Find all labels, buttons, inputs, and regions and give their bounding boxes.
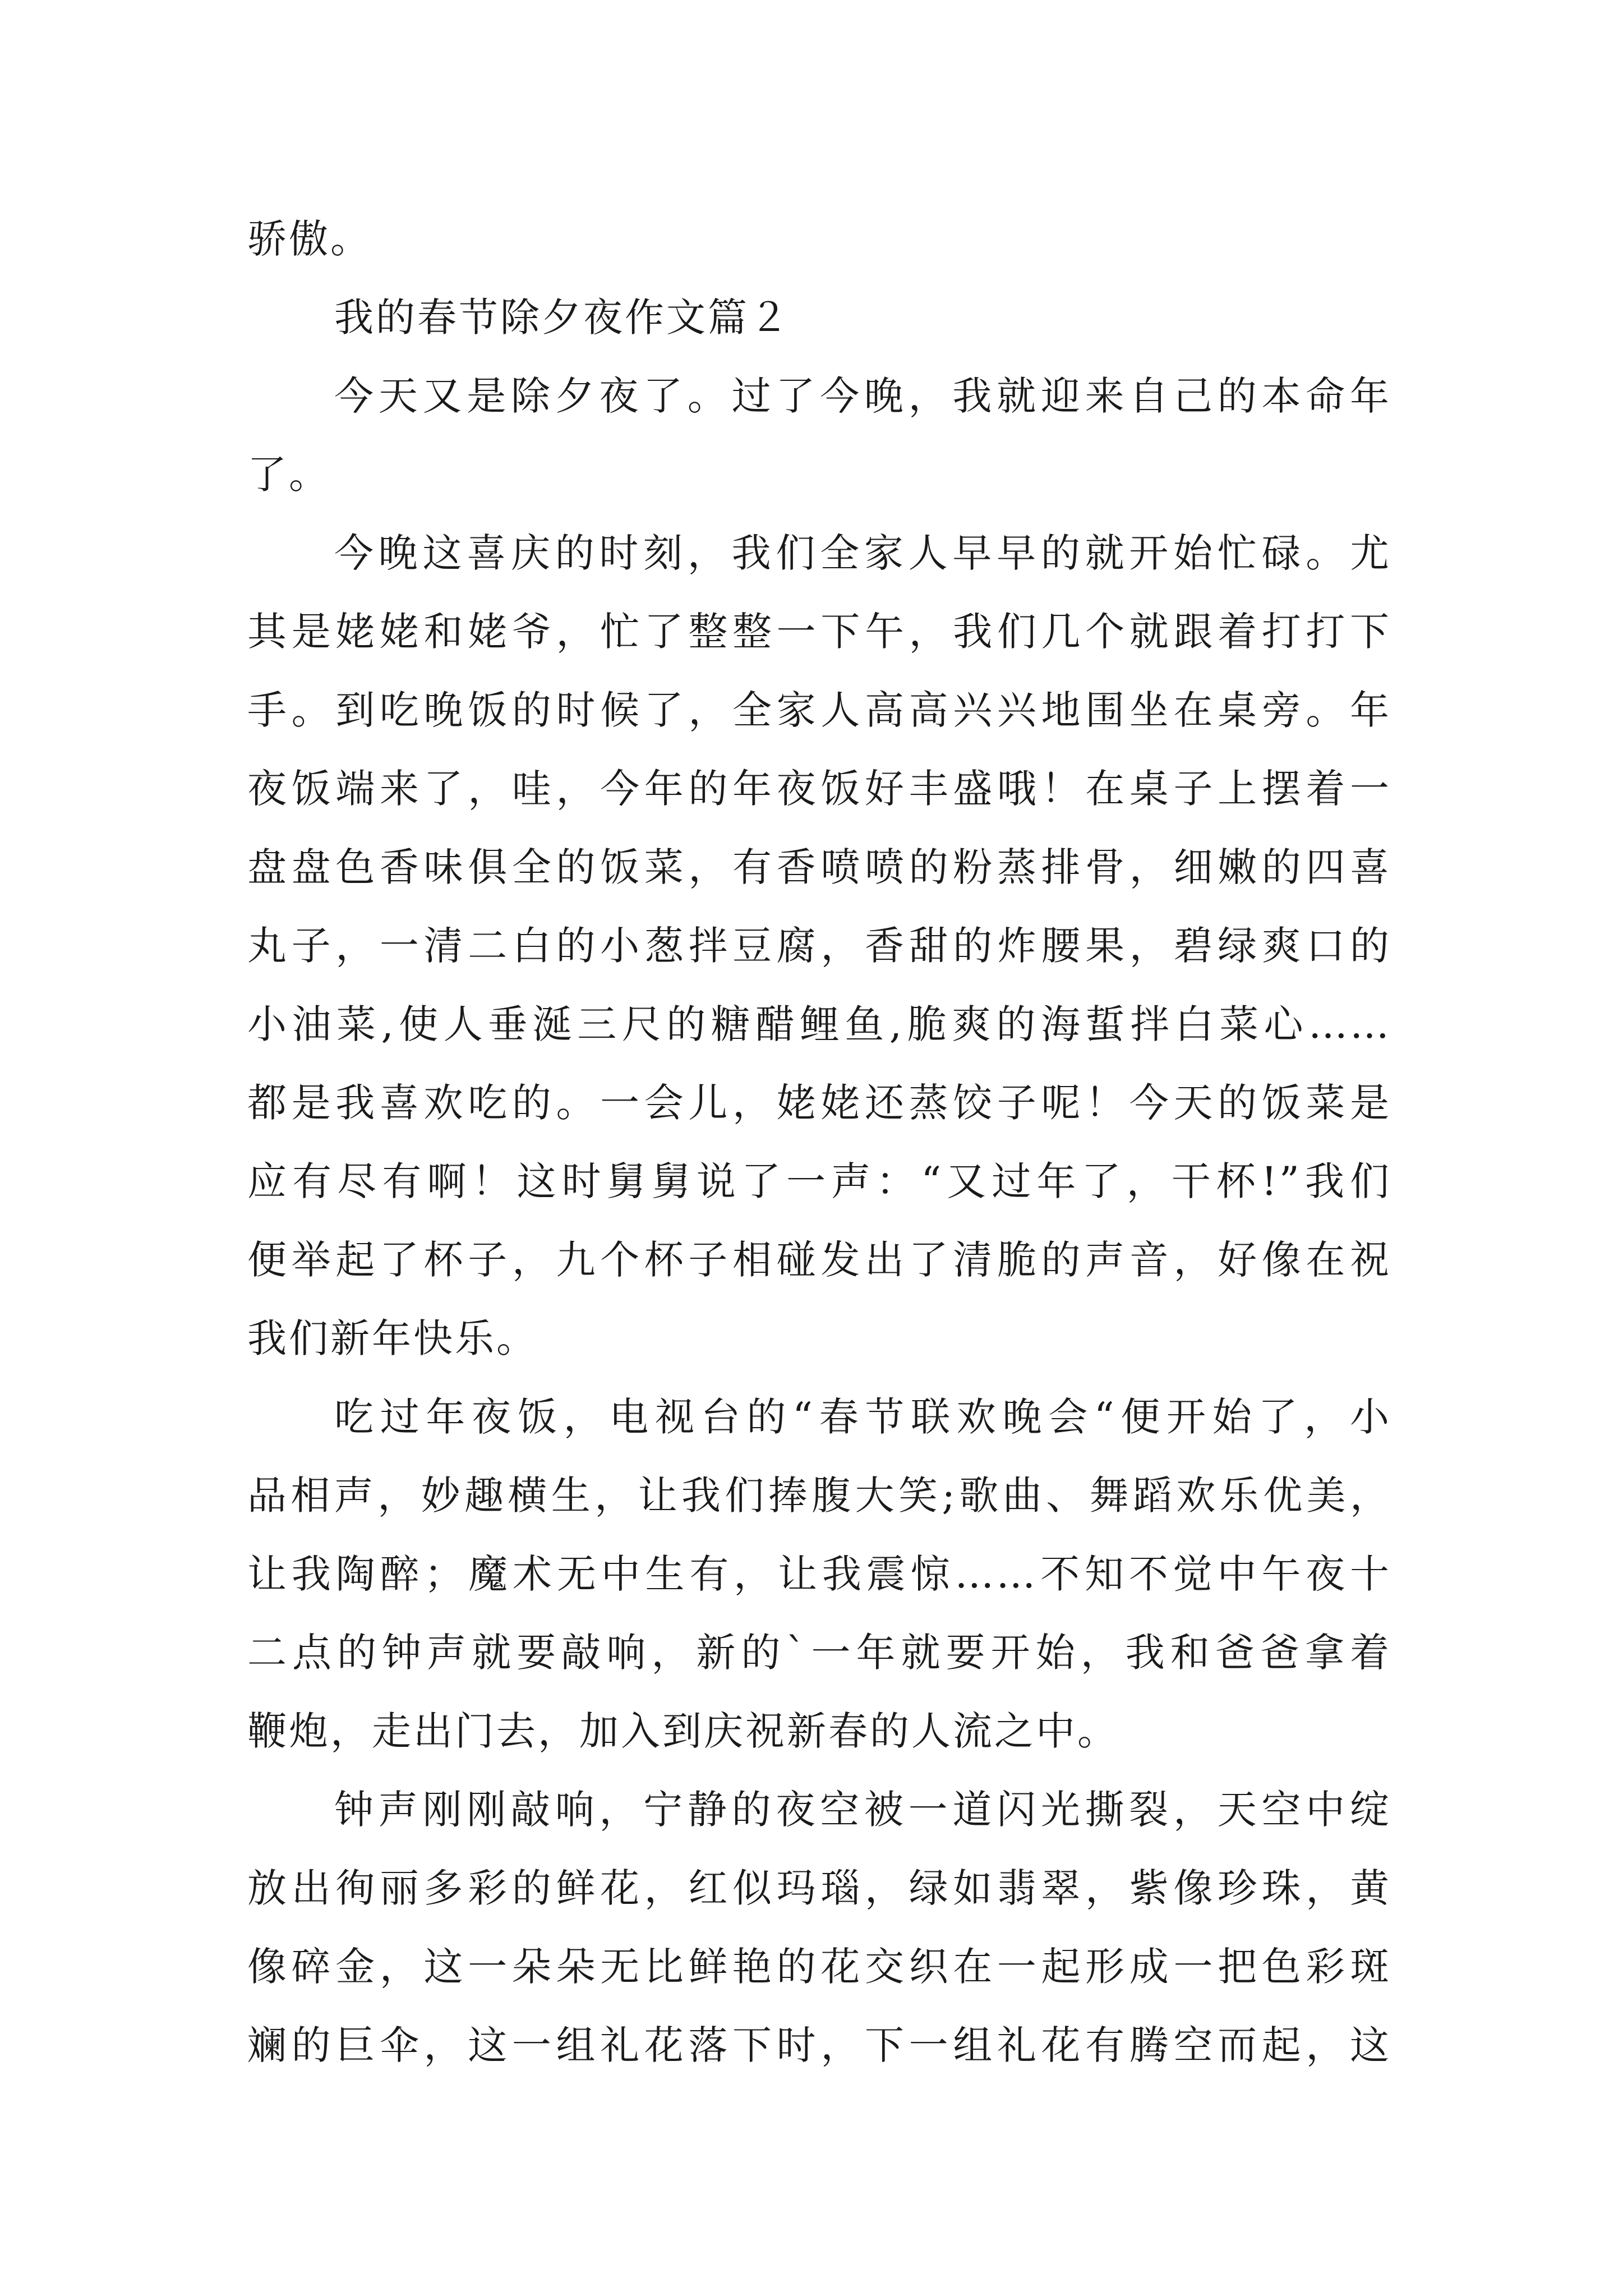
text-line: 像碎金，这一朵朵无比鲜艳的花交织在一起形成一把色彩斑 [247, 1944, 1391, 1990]
text-line: 小油菜,使人垂涎三尺的糖醋鲤鱼,脆爽的海蜇拌白菜心…… [247, 1001, 1391, 1047]
article-heading: 我的春节除夕夜作文篇２ [334, 295, 791, 341]
text-line: 其是姥姥和姥爷，忙了整整一下午，我们几个就跟着打打下 [247, 609, 1391, 655]
text-line: 骄傲。 [247, 216, 372, 262]
article-body [247, 200, 1391, 2085]
text-line: 我们新年快乐。 [247, 1315, 538, 1361]
text-line: 丸子，一清二白的小葱拌豆腐，香甜的炸腰果，碧绿爽口的 [247, 923, 1391, 969]
text-line: 今天又是除夕夜了。过了今晚，我就迎来自己的本命年 [334, 373, 1391, 419]
text-line: 便举起了杯子，九个杯子相碰发出了清脆的声音，好像在祝 [247, 1237, 1391, 1283]
text-line: 了。 [247, 452, 330, 498]
text-line: 今晚这喜庆的时刻，我们全家人早早的就开始忙碌。尤 [334, 530, 1391, 576]
text-line: 钟声刚刚敲响，宁静的夜空被一道闪光撕裂，天空中绽 [334, 1787, 1391, 1833]
text-line: 鞭炮，走出门去，加入到庆祝新春的人流之中。 [247, 1708, 1119, 1754]
text-line: 放出徇丽多彩的鲜花，红似玛瑙，绿如翡翠，紫像珍珠，黄 [247, 1865, 1391, 1911]
text-line: 吃过年夜饭，电视台的“春节联欢晚会“便开始了，小 [334, 1394, 1391, 1440]
text-line: 让我陶醉；魔术无中生有，让我震惊……不知不觉中午夜十 [247, 1551, 1391, 1597]
text-line: 品相声，妙趣横生，让我们捧腹大笑;歌曲、舞蹈欢乐优美， [247, 1473, 1391, 1519]
text-line: 应有尽有啊！这时舅舅说了一声：“又过年了，干杯!”我们 [247, 1158, 1391, 1204]
text-line: 手。到吃晚饭的时候了，全家人高高兴兴地围坐在桌旁。年 [247, 687, 1391, 733]
text-line: 斓的巨伞，这一组礼花落下时，下一组礼花有腾空而起，这 [247, 2022, 1391, 2068]
text-line: 夜饭端来了，哇，今年的年夜饭好丰盛哦！在桌子上摆着一 [247, 766, 1391, 812]
text-line: 二点的钟声就要敲响，新的`一年就要开始，我和爸爸拿着 [247, 1630, 1391, 1676]
text-line: 都是我喜欢吃的。一会儿，姥姥还蒸饺子呢！今天的饭菜是 [247, 1080, 1391, 1126]
text-line: 盘盘色香味俱全的饭菜，有香喷喷的粉蒸排骨，细嫩的四喜 [247, 844, 1391, 890]
